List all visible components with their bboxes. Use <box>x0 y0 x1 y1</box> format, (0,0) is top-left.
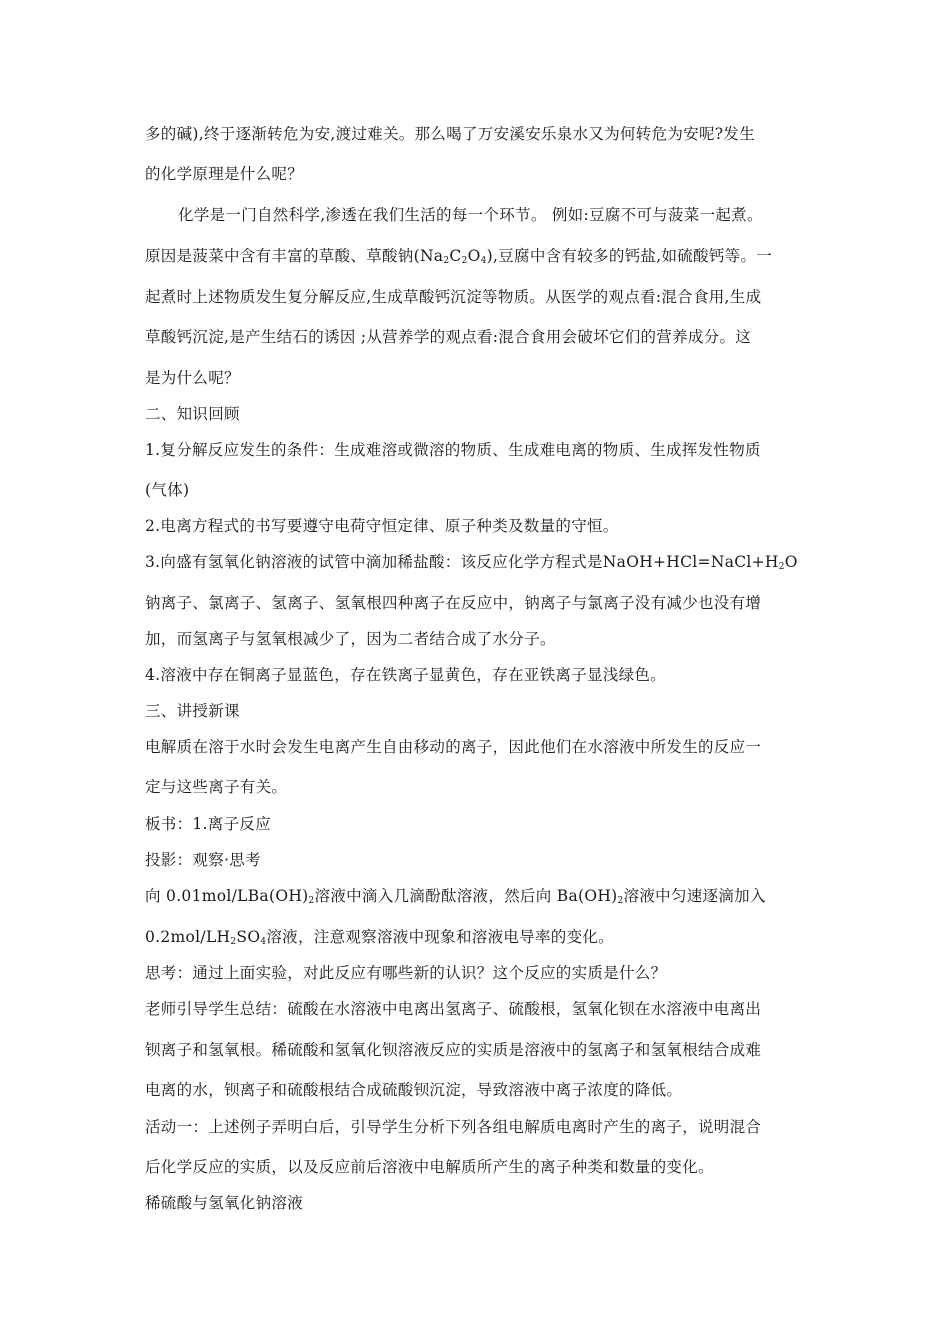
paragraph-line: 钡离子和氢氧根。稀硫酸和氢氧化钡溶液反应的实质是溶液中的氢离子和氢氧根结合成难 <box>145 1041 762 1059</box>
text-run: O <box>467 247 481 265</box>
subscript: 2 <box>308 896 315 906</box>
paragraph-line: 多的碱),终于逐渐转危为安,渡过难关。那么喝了万安溪安乐泉水又为何转危为安呢?发生 <box>145 125 756 143</box>
text-run: 3.向盛有氢氧化钠溶液的试管中滴加稀盐酸：该反应化学方程式是NaOH+HCl=NaCl+H <box>145 553 779 571</box>
paragraph-line: 草酸钙沉淀,是产生结石的诱因 ;从营养学的观点看:混合食用会破坏它们的营养成分。这 <box>145 328 752 346</box>
paragraph-line: 化学是一门自然科学,渗透在我们生活的每一个环节。 例如:豆腐不可与菠菜一起煮。 <box>178 206 763 224</box>
paragraph-line: 的化学原理是什么呢？ <box>145 165 304 183</box>
paragraph-line: 电解质在溶于水时会发生电离产生自由移动的离子，因此他们在水溶液中所发生的反应一 <box>145 738 762 756</box>
subscript: 2 <box>443 256 450 266</box>
text-run: 0.2mol/LH <box>145 928 231 946</box>
paragraph-line <box>145 246 772 266</box>
text-run: 溶液中匀速逐滴加入 <box>623 887 766 905</box>
paragraph-line <box>145 552 798 572</box>
subscript: 2 <box>617 896 624 906</box>
paragraph-line <box>145 927 614 947</box>
paragraph-line: (气体) <box>145 481 190 499</box>
paragraph-line: 2.电离方程式的书写要遵守电荷守恒定律、原子种类及数量的守恒。 <box>145 517 619 535</box>
subscript: 2 <box>461 256 468 266</box>
paragraph-line: 4.溶液中存在铜离子显蓝色，存在铁离子显黄色，存在亚铁离子显浅绿色。 <box>145 666 666 684</box>
text-run: 原因是菠菜中含有丰富的草酸、草酸钠(Na <box>145 247 444 265</box>
text-run: SO <box>236 928 261 946</box>
section-heading: 二、知识回顾 <box>145 405 240 423</box>
text-run: 溶液，注意观察溶液中现象和溶液电导率的变化。 <box>266 928 614 946</box>
paragraph-line: 定与这些离子有关。 <box>145 778 288 796</box>
text-run: ),豆腐中含有较多的钙盐,如硫酸钙等。一 <box>486 247 773 265</box>
section-heading: 三、讲授新课 <box>145 702 240 720</box>
text-run: O <box>784 553 798 571</box>
paragraph-line: 老师引导学生总结：硫酸在水溶液中电离出氢离子、硫酸根，氢氧化钡在水溶液中电离出 <box>145 1000 762 1018</box>
paragraph-line: 投影：观察·思考 <box>145 851 261 869</box>
paragraph-line: 起煮时上述物质发生复分解反应,生成草酸钙沉淀等物质。从医学的观点看:混合食用,生成 <box>145 288 762 306</box>
paragraph-line: 后化学反应的实质，以及反应前后溶液中电解质所产生的离子种类和数量的变化。 <box>145 1158 714 1176</box>
subscript: 2 <box>230 937 237 947</box>
text-run: 溶液中滴入几滴酚酞溶液，然后向 Ba(OH) <box>314 887 618 905</box>
paragraph-line: 板书：1.离子反应 <box>145 815 271 833</box>
text-run: 向 0.01mol/LBa(OH) <box>145 887 309 905</box>
paragraph-line: 思考：通过上面实验，对此反应有哪些新的认识？这个反应的实质是什么？ <box>145 964 667 982</box>
paragraph-line: 稀硫酸与氢氧化钠溶液 <box>145 1194 304 1212</box>
paragraph-line: 加，而氢离子与氢氧根减少了，因为二者结合成了水分子。 <box>145 630 556 648</box>
paragraph-line: 活动一：上述例子弄明白后，引导学生分析下列各组电解质电离时产生的离子，说明混合 <box>145 1118 762 1136</box>
paragraph-line: 是为什么呢？ <box>145 369 240 387</box>
text-run: C <box>449 247 462 265</box>
paragraph-line: 1.复分解反应发生的条件：生成难溶或微溶的物质、生成难电离的物质、生成挥发性物质 <box>145 441 761 459</box>
paragraph-line <box>145 886 766 906</box>
subscript: 2 <box>778 562 785 572</box>
subscript: 4 <box>260 937 267 947</box>
paragraph-line: 电离的水，钡离子和硫酸根结合成硫酸钡沉淀，导致溶液中离子浓度的降低。 <box>145 1081 683 1099</box>
paragraph-line: 钠离子、氯离子、氢离子、氢氧根四种离子在反应中，钠离子与氯离子没有减少也没有增 <box>145 594 762 612</box>
subscript: 4 <box>480 256 487 266</box>
